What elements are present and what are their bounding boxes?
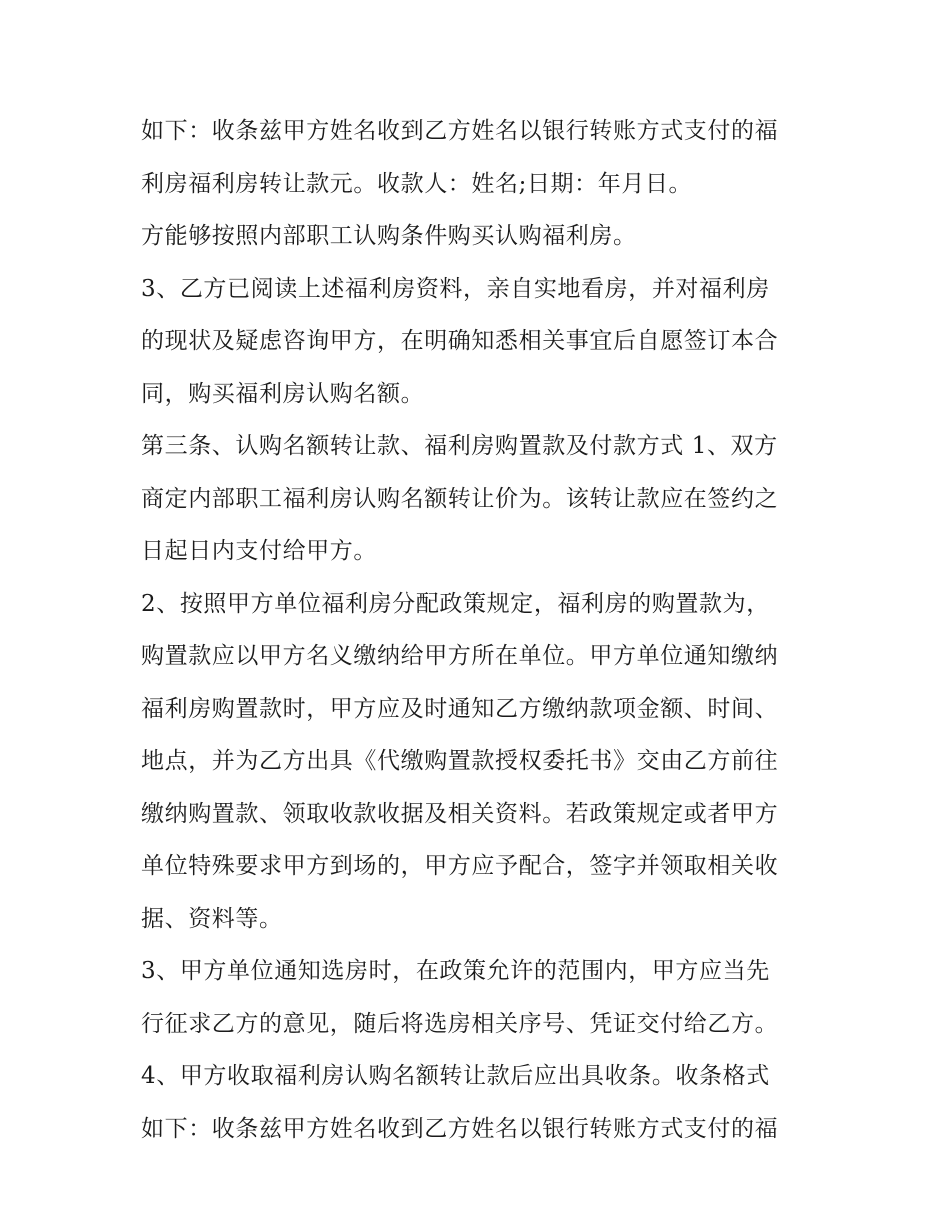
text-line: 的现状及疑虑咨询甲方，在明确知悉相关事宜后自愿签订本合 — [141, 328, 779, 354]
text-line: 3、乙方已阅读上述福利房资料，亲自实地看房，并对福利房 — [141, 275, 770, 302]
text-line: 缴纳购置款、领取收款收据及相关资料。若政策规定或者甲方 — [141, 800, 779, 827]
text-line: 4、甲方收取福利房认购名额转让款后应出具收条。收条格式 — [141, 1063, 770, 1089]
text-line: 如下：收条兹甲方姓名收到乙方姓名以银行转账方式支付的福 — [141, 118, 779, 144]
text-line: 购置款应以甲方名义缴纳给甲方所在单位。甲方单位通知缴纳 — [141, 643, 779, 669]
text-line: 单位特殊要求甲方到场的，甲方应予配合，签字并领取相关收 — [141, 853, 779, 879]
text-line: 据、资料等。 — [141, 905, 283, 932]
text-line: 3、甲方单位通知选房时，在政策允许的范围内，甲方应当先 — [141, 958, 770, 984]
text-line: 行征求乙方的意见，随后将选房相关序号、凭证交付给乙方。 — [141, 1010, 779, 1037]
document-body — [141, 105, 816, 1155]
text-line: 第三条、认购名额转让款、福利房购置款及付款方式 1、双方 — [141, 433, 778, 459]
text-line: 福利房购置款时，甲方应及时通知乙方缴纳款项金额、时间、 — [141, 695, 779, 722]
text-line: 2、按照甲方单位福利房分配政策规定，福利房的购置款为， — [141, 590, 770, 617]
text-line: 利房福利房转让款元。收款人：姓名;日期：年月日。 — [141, 170, 693, 197]
text-line: 同，购买福利房认购名额。 — [141, 380, 425, 407]
text-line: 地点，并为乙方出具《代缴购置款授权委托书》交由乙方前往 — [141, 748, 779, 774]
text-line: 商定内部职工福利房认购名额转让价为。该转让款应在签约之 — [141, 485, 779, 512]
text-line: 日起日内支付给甲方。 — [141, 538, 377, 564]
text-line: 如下：收条兹甲方姓名收到乙方姓名以银行转账方式支付的福 — [141, 1115, 779, 1142]
text-line: 方能够按照内部职工认购条件购买认购福利房。 — [141, 223, 637, 249]
